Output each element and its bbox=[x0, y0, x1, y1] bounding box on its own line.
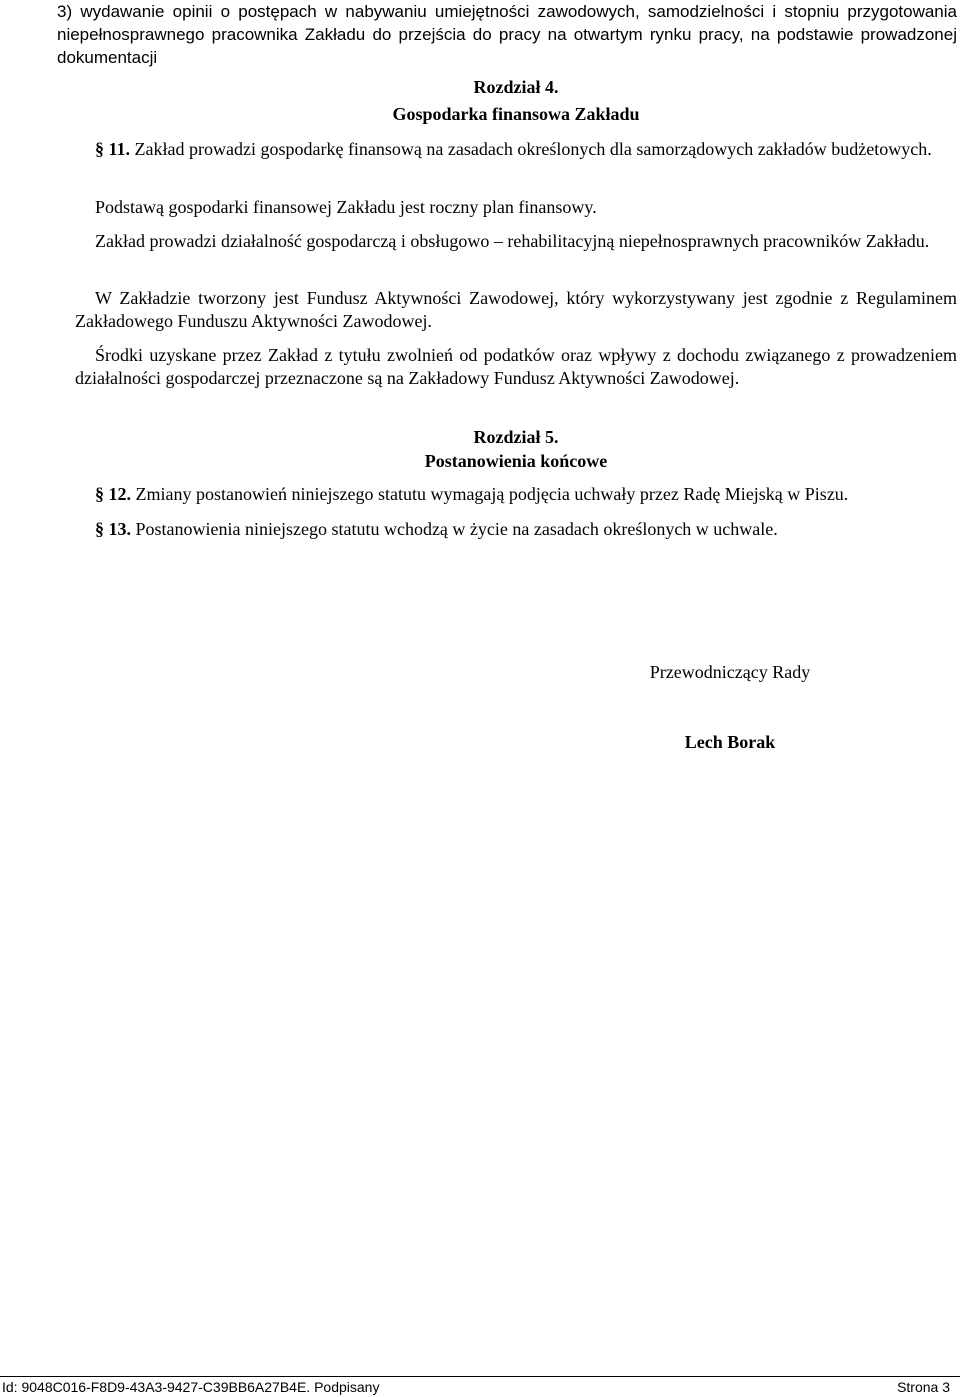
signature-role: Przewodniczący Rady bbox=[649, 662, 811, 682]
section-11-paragraph-3: Zakład prowadzi działalność gospodarczą i obsługowo – rehabilitacyjną niepełnosprawnych pracowników Zakładu. bbox=[95, 231, 930, 251]
list-item-3: 3) wydawanie opinii o postępach w nabywaniu umiejętności zawodowych, samodzielności i stopniu przygotowania niepełnosprawnego pracownika Zakładu do przejścia do pracy na otwartym rynku pracy, na podstawie prowadzonej dokumentacji bbox=[57, 2, 957, 67]
section-13-paragraph bbox=[75, 518, 957, 541]
section-13-mark: § 13. bbox=[95, 519, 131, 539]
document-id: Id: 9048C016-F8D9-43A3-9427-C39BB6A27B4E. Podpisany bbox=[2, 1379, 380, 1395]
section-13-text: Postanowienia niniejszego statutu wchodzą w życie na zasadach określonych w uchwale. bbox=[131, 519, 778, 539]
page-footer bbox=[0, 1376, 960, 1397]
section-12-paragraph bbox=[75, 483, 957, 506]
chapter-5-title: Postanowienia końcowe bbox=[424, 451, 608, 471]
page-number: Strona 3 bbox=[897, 1379, 950, 1395]
section-12-mark: § 12. bbox=[95, 484, 131, 504]
section-11-text: Zakład prowadzi gospodarkę finansową na zasadach określonych dla samorządowych zakładów budżetowych. bbox=[130, 139, 932, 159]
section-11-paragraph-1 bbox=[75, 138, 957, 161]
chapter-5-number: Rozdział 5. bbox=[473, 427, 559, 447]
chapter-4-title: Gospodarka finansowa Zakładu bbox=[392, 104, 640, 124]
section-11-paragraph-2: Podstawą gospodarki finansowej Zakładu jest roczny plan finansowy. bbox=[95, 197, 597, 217]
section-11-paragraph-4: W Zakładzie tworzony jest Fundusz Aktywności Zawodowej, który wykorzystywany jest zgodnie z Regulaminem Zakładowego Funduszu Aktywności Zawodowej. bbox=[75, 288, 957, 331]
chapter-4-number: Rozdział 4. bbox=[473, 77, 559, 97]
section-11-mark: § 11. bbox=[95, 139, 131, 159]
section-12-text: Zmiany postanowień niniejszego statutu wymagają podjęcia uchwały przez Radę Miejską w Piszu. bbox=[131, 484, 849, 504]
section-11-paragraph-5: Środki uzyskane przez Zakład z tytułu zwolnień od podatków oraz wpływy z dochodu związanego z prowadzeniem działalności gospodarczej przeznaczone są na Zakładowy Fundusz Aktywności Zawodowej. bbox=[75, 345, 957, 388]
signature-name: Lech Borak bbox=[684, 732, 776, 752]
